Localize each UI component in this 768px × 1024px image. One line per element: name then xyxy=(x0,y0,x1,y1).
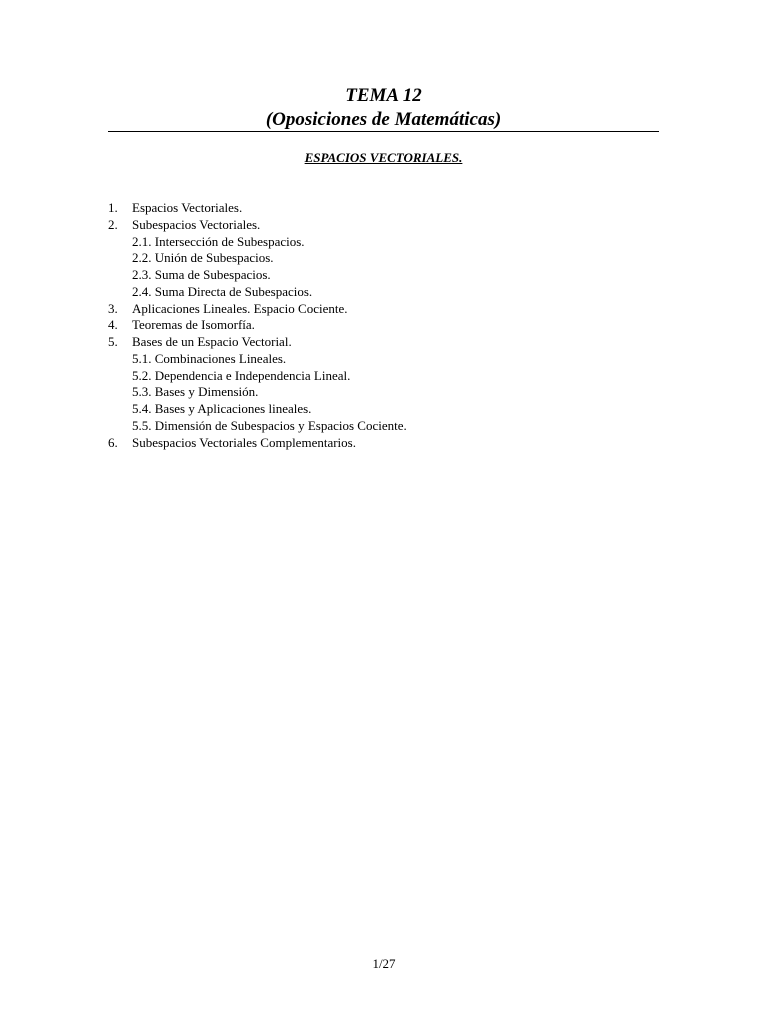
toc-subitem-text: Suma Directa de Subespacios. xyxy=(154,283,313,299)
toc-item-text: Subespacios Vectoriales Complementarios. xyxy=(132,434,356,450)
document-title: TEMA 12 xyxy=(345,85,422,106)
toc-item xyxy=(108,217,668,234)
toc-subitem-number: 2.2. xyxy=(132,250,155,266)
toc-item xyxy=(108,200,668,217)
toc-item xyxy=(108,317,668,334)
toc-item-number: 3. xyxy=(108,300,118,316)
toc-item xyxy=(108,435,668,452)
toc-subitem xyxy=(108,418,668,435)
toc-subitem-number: 5.5. xyxy=(132,417,155,433)
toc-subitem xyxy=(108,284,668,301)
toc-subitem xyxy=(108,368,668,385)
toc-item-number: 1. xyxy=(108,200,118,215)
toc-item-text: Teoremas de Isomorfía. xyxy=(132,317,255,333)
toc-subitem-text: Bases y Dimensión. xyxy=(154,384,259,400)
toc-subitem-text: Combinaciones Lineales. xyxy=(154,350,287,366)
toc-item-number: 4. xyxy=(108,317,118,333)
toc-subitem-text: Dependencia e Independencia Lineal. xyxy=(154,367,351,383)
toc-item-text: Subespacios Vectoriales. xyxy=(132,216,261,232)
header-divider xyxy=(108,131,659,132)
toc-subitem-text: Unión de Subespacios. xyxy=(154,250,274,266)
toc-subitem-number: 5.1. xyxy=(132,350,155,366)
toc-subitem-number: 2.3. xyxy=(132,267,155,282)
toc-item xyxy=(108,301,668,318)
toc-item-number: 5. xyxy=(108,334,118,349)
toc-item-text: Bases de un Espacio Vectorial. xyxy=(132,334,292,349)
document-subtitle: (Oposiciones de Matemáticas) xyxy=(265,109,502,130)
toc-subitem-number: 2.1. xyxy=(132,233,155,249)
toc-item xyxy=(108,334,668,351)
document-header xyxy=(108,84,659,132)
toc-subitem xyxy=(108,267,668,284)
toc-subitem xyxy=(108,351,668,368)
toc-subitem-number: 5.4. xyxy=(132,401,155,416)
toc-subitem-number: 5.2. xyxy=(132,367,155,383)
toc-subitem-text: Intersección de Subespacios. xyxy=(154,233,305,249)
toc-item-number: 2. xyxy=(108,216,118,232)
toc-item-text: Espacios Vectoriales. xyxy=(132,200,243,215)
toc-subitem-text: Suma de Subespacios. xyxy=(154,267,271,282)
toc-subitem xyxy=(108,250,668,267)
toc-subitem-number: 5.3. xyxy=(132,384,155,400)
toc-item-number: 6. xyxy=(108,434,118,450)
toc-subitem-text: Dimensión de Subespacios y Espacios Cociente. xyxy=(154,417,407,433)
toc-subitem-number: 2.4. xyxy=(132,283,155,299)
toc-subitem-text: Bases y Aplicaciones lineales. xyxy=(154,401,312,416)
toc-subitem xyxy=(108,234,668,251)
toc-item-text: Aplicaciones Lineales. Espacio Cociente. xyxy=(132,300,348,316)
table-of-contents xyxy=(108,200,668,451)
page-number: 1/27 xyxy=(372,956,396,971)
section-title: ESPACIOS VECTORIALES. xyxy=(304,150,463,165)
toc-subitem xyxy=(108,401,668,418)
toc-subitem xyxy=(108,384,668,401)
